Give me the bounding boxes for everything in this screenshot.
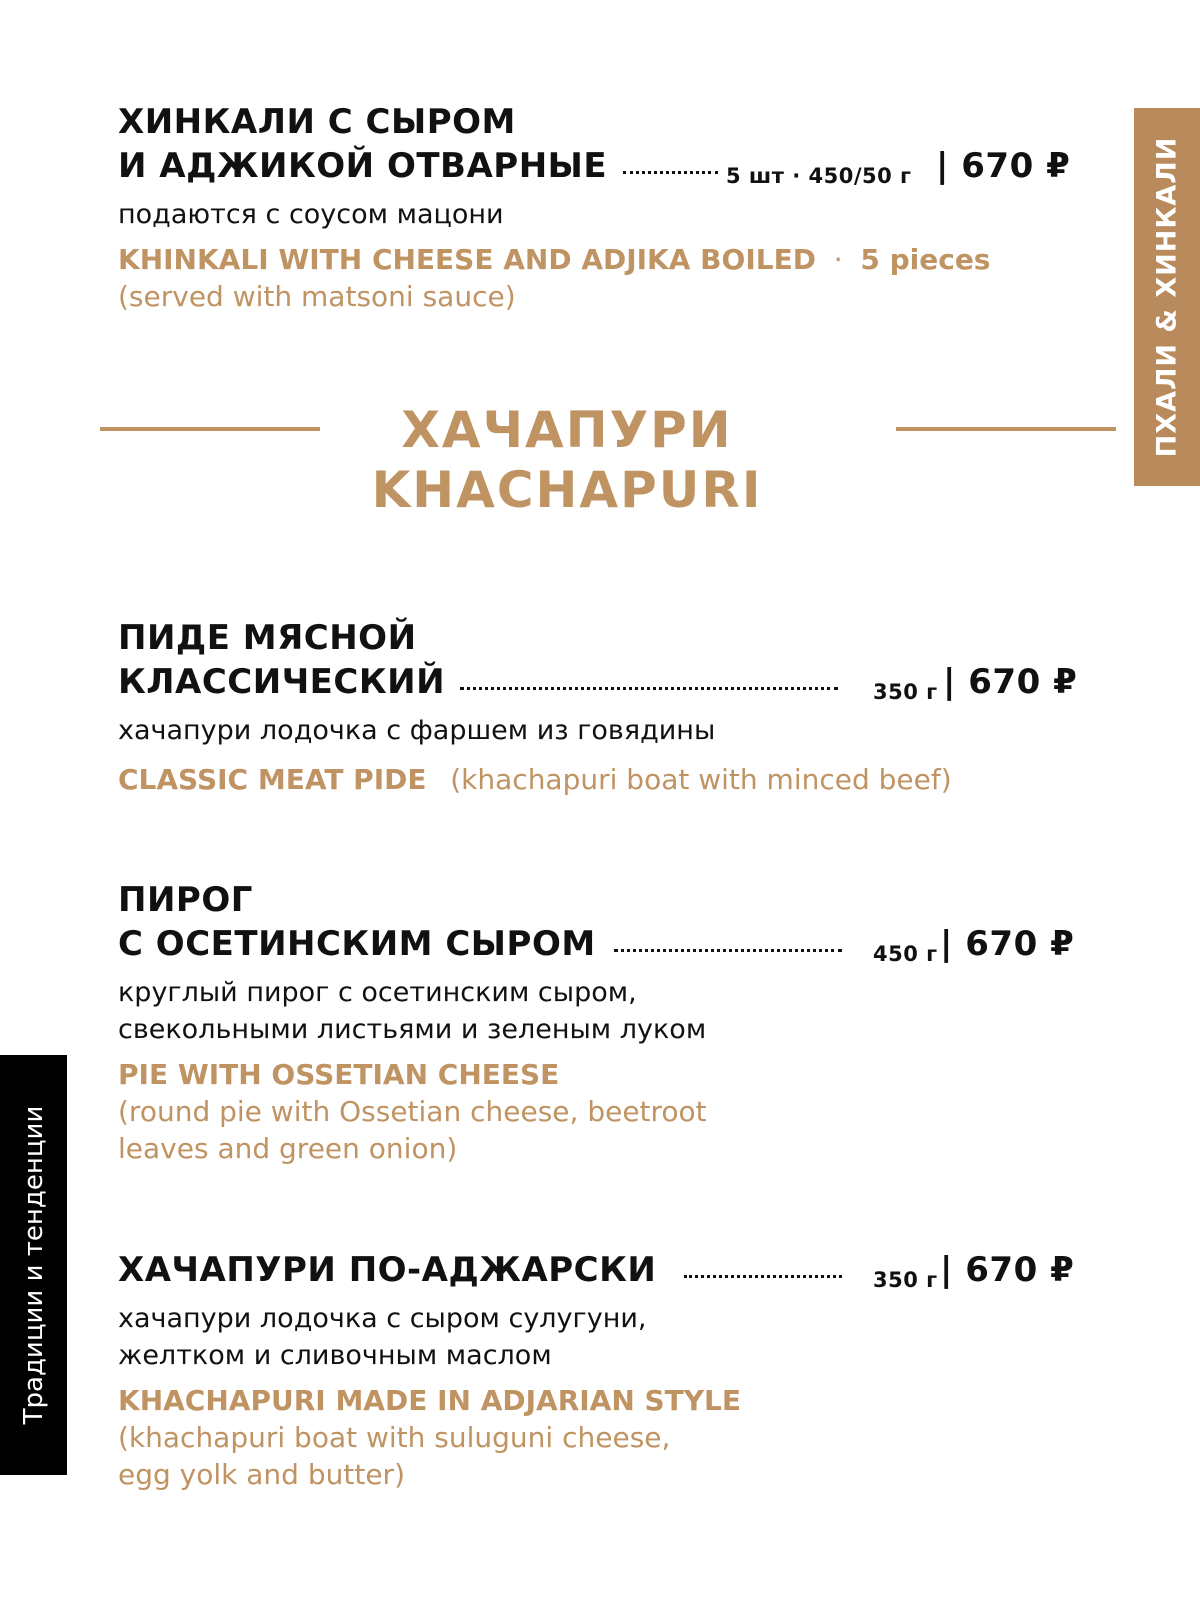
dot-leader [460, 687, 838, 690]
item-title: ХАЧАПУРИ ПО-АДЖАРСКИ [118, 1248, 662, 1292]
dot-leader [623, 171, 718, 174]
menu-item-khinkali [118, 100, 1098, 315]
item-english-note-line: egg yolk and butter) [118, 1458, 405, 1491]
item-description: подаются с соусом мацони [118, 199, 504, 230]
english-portion: 5 pieces [860, 243, 991, 276]
item-portion: 450 г [873, 942, 938, 966]
english-title-text: KHINKALI WITH CHEESE AND ADJIKA BOILED [118, 243, 816, 276]
section-title-en: KHACHAPURI [371, 461, 763, 519]
section-heading [0, 400, 1134, 520]
item-description [118, 974, 1098, 1048]
item-description: хачапури лодочка с фаршем из говядины [118, 715, 716, 746]
item-title-line2: С ОСЕТИНСКИМ СЫРОМ [118, 922, 602, 966]
item-portion: 350 г [873, 1268, 938, 1292]
item-title-row [118, 922, 1098, 966]
item-english-row [118, 761, 1098, 798]
item-english-note-line: (khachapuri boat with suluguni cheese, [118, 1421, 671, 1454]
item-portion: 350 г [873, 680, 938, 704]
item-price: | 670 ₽ [943, 662, 1078, 702]
dot-leader [614, 949, 842, 952]
item-english-title [118, 241, 1098, 278]
menu-item-pide [118, 616, 1098, 798]
menu-item-adjarian [118, 1248, 1098, 1493]
item-title-line1: ПИДЕ МЯСНОЙ [118, 618, 417, 658]
description-line: хачапури лодочка с сыром сулугуни, [118, 1303, 647, 1334]
item-title-line1: ХИНКАЛИ С СЫРОМ [118, 102, 516, 142]
english-title-text: CLASSIC MEAT PIDE [118, 763, 427, 796]
section-title-ru: ХАЧАПУРИ [401, 401, 733, 459]
item-title-line2: КЛАССИЧЕСКИЙ [118, 660, 451, 704]
item-title-line2: И АДЖИКОЙ ОТВАРНЫЕ [118, 144, 613, 188]
category-tab[interactable] [1134, 108, 1200, 486]
item-english-title: KHACHAPURI MADE IN ADJARIAN STYLE [118, 1384, 742, 1417]
item-description [118, 1300, 1098, 1374]
brand-tab-label: Традиции и тенденции [18, 1105, 49, 1425]
item-english-title: PIE WITH OSSETIAN CHEESE [118, 1058, 560, 1091]
item-price: | 670 ₽ [936, 146, 1071, 186]
item-price: | 670 ₽ [940, 1250, 1075, 1290]
description-line: круглый пирог с осетинским сыром, [118, 977, 637, 1008]
item-portion: 5 шт · 450/50 г [726, 164, 912, 188]
item-title-row [118, 1248, 1098, 1292]
item-title-row [118, 660, 1098, 704]
item-english-note: (khachapuri boat with minced beef) [450, 763, 952, 796]
description-line: желтком и сливочным маслом [118, 1340, 552, 1371]
item-english-note-line: (round pie with Ossetian cheese, beetroot [118, 1095, 707, 1128]
item-english-note-line: leaves and green onion) [118, 1132, 458, 1165]
item-english-note: (served with matsoni sauce) [118, 280, 516, 313]
item-title-line1: ПИРОГ [118, 880, 253, 920]
brand-tab [0, 1055, 67, 1475]
dot-leader [684, 1275, 842, 1278]
menu-item-ossetian-pie [118, 878, 1098, 1167]
item-price: | 670 ₽ [940, 924, 1075, 964]
description-line: свекольными листьями и зеленым луком [118, 1014, 707, 1045]
separator-dot: · [833, 243, 843, 276]
item-title-row [118, 144, 1098, 188]
category-tab-label: ПХАЛИ & ХИНКАЛИ [1151, 136, 1183, 458]
